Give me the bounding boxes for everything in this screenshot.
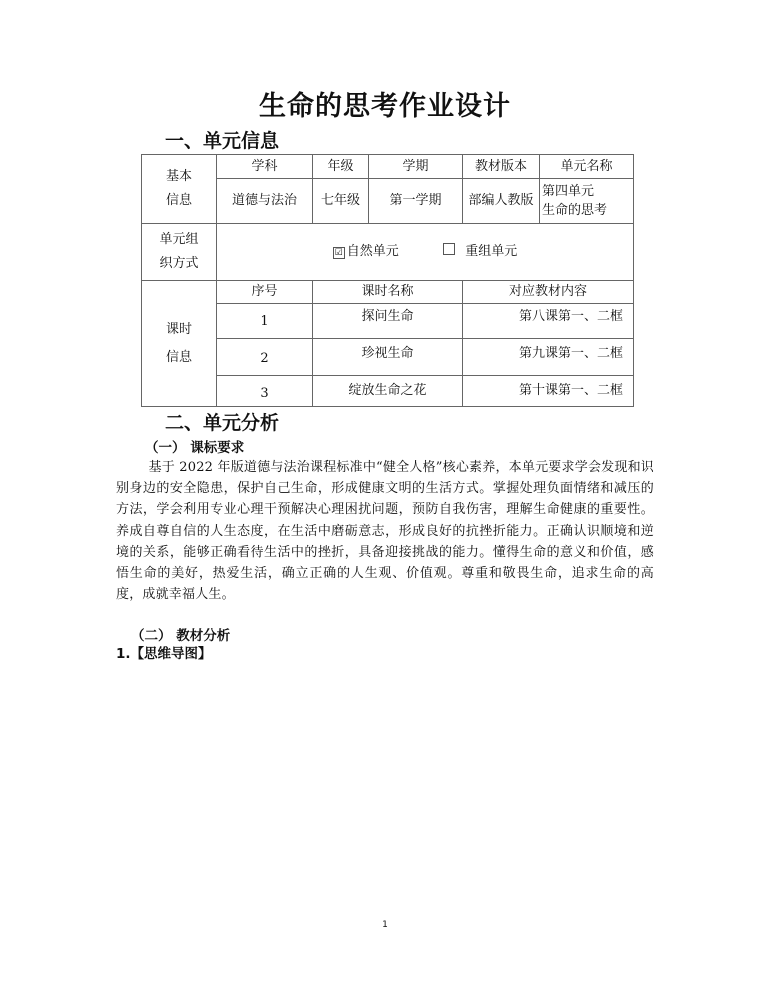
subheading-mind-map: 1.【思维导图】 (116, 646, 212, 662)
header-grade: 年级 (313, 155, 369, 179)
org-method-options (217, 224, 634, 281)
value-subject: 道德与法治 (217, 179, 313, 224)
option-natural-unit[interactable]: ☑ 自然单元 (334, 244, 399, 259)
table-row: 2 珍视生命 第九课第一、二框 (142, 339, 634, 376)
value-unit-name: 第四单元 生命的思考 (540, 179, 634, 224)
checkbox-empty-icon[interactable] (443, 243, 455, 255)
value-grade: 七年级 (313, 179, 369, 224)
lesson-info-label: 课时 信息 (142, 281, 217, 407)
value-term: 第一学期 (369, 179, 463, 224)
page-title: 生命的思考作业设计 (259, 91, 511, 122)
lesson-header-content: 对应教材内容 (463, 281, 634, 304)
header-unit-name: 单元名称 (540, 155, 634, 179)
org-method-label: 单元组 织方式 (142, 224, 217, 281)
option-regroup-unit[interactable]: 重组单元 (443, 242, 517, 262)
unit-info-table (141, 154, 634, 407)
lesson-header-name: 课时名称 (313, 281, 463, 304)
header-term: 学期 (369, 155, 463, 179)
subheading-curriculum-standards: （一） 课标要求 (145, 440, 245, 456)
header-edition: 教材版本 (463, 155, 540, 179)
basic-info-label: 基本 信息 (142, 155, 217, 224)
value-edition: 部编人教版 (463, 179, 540, 224)
table-row: 3 绽放生命之花 第十课第一、二框 (142, 376, 634, 407)
lesson-header-no: 序号 (217, 281, 313, 304)
curriculum-paragraph: 基于 2022 年版道德与法治课程标准中“健全人格”核心素养，本单元要求学会发现和识别身边的安全隐患，保护自己生命，形成健康文明的生活方式。掌握处理负面情绪和减压的方法，学会利用专业心理干预解决心理困扰问题，预防自我伤害，理解生命健康的重要性。养成自尊自信的人生态度，在生活中磨砺意志，形成良好的抗挫折能力。正确认识顺境和逆境的关系，能够正确看待生活中的挫折，具备迎接挑战的能力。懂得生命的意义和价值，感悟生命的美好，热爱生活，确立正确的人生观、价值观。尊重和敬畏生命，追求生命的高度，成就幸福人生。 (116, 460, 654, 603)
page-number: 1 (382, 920, 388, 930)
section-heading-unit-info: 一、单元信息 (165, 130, 280, 152)
section-heading-unit-analysis: 二、单元分析 (165, 412, 280, 434)
subheading-textbook-analysis: （二） 教材分析 (131, 628, 231, 644)
header-subject: 学科 (217, 155, 313, 179)
checkbox-checked-icon[interactable]: ☑ (334, 248, 343, 258)
table-row: 1 探问生命 第八课第一、二框 (142, 304, 634, 339)
